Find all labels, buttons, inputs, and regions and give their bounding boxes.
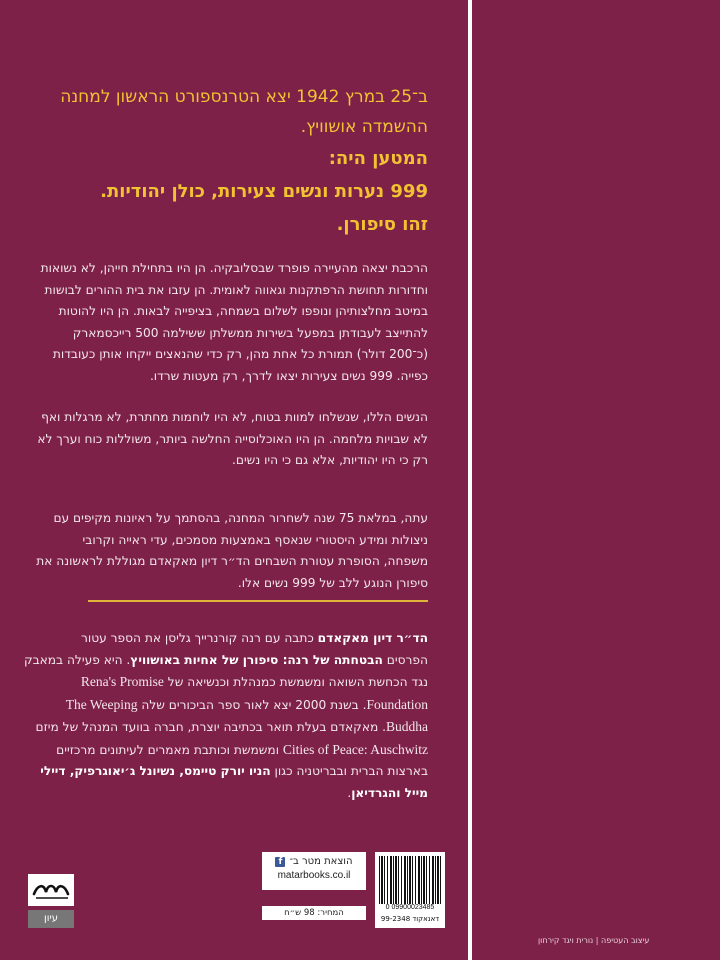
text-line: סיפורן הנוגע ללב של 999 נשים אלו. xyxy=(237,575,428,590)
facebook-icon[interactable]: f xyxy=(275,857,285,867)
price-label: המחיר: 98 ש״ח xyxy=(262,906,366,920)
intro-cargo: המטען היה: xyxy=(328,148,428,169)
newspapers-end: מייל והגרדיאן xyxy=(351,785,428,800)
book-title: הבטחתה של רנה: סיפורן של אחיות באושוויץ xyxy=(130,652,383,667)
front-flap-panel xyxy=(472,0,720,960)
bio-line xyxy=(81,628,428,650)
bio-text: נגד הכחשת השואה ומשמשת כמנהלת וכנשיאה של xyxy=(163,675,428,689)
genre-label: עיון xyxy=(28,910,74,928)
paragraph-departure xyxy=(40,258,428,387)
publisher-name: הוצאת מטר ב־ xyxy=(289,856,353,867)
text-line: משפחה, הסופרת עטורת השבחים הד״ר דיון מאקאדם מגוללת לראשונה את xyxy=(36,554,428,568)
barcode-bars xyxy=(379,856,441,904)
foundation-name: Rena's Promise xyxy=(80,674,164,689)
publisher-box xyxy=(262,852,366,890)
text-line: במיטב מחלצותיהן ונופפו לשלום בשמחה, בציפייה לבאות. הן היו להוטות xyxy=(58,304,428,318)
bio-line xyxy=(35,716,428,739)
bio-line xyxy=(56,739,428,762)
text-line: להתייצב לעבודתן במפעל בשירות ממשלתן ששילמה 500 רייכסמארק xyxy=(72,325,428,340)
bio-line xyxy=(108,783,428,805)
text-line: הרכבת יצאה מהעיירה פופרד שבסלובקיה. הן היו בתחילת חייהן, לא נשואות xyxy=(40,261,428,275)
bio-text: כתבה עם רנה קורנרייך גליסן את הספר עטור xyxy=(81,631,318,645)
bio-text: . היא פעילה במאבק xyxy=(23,652,131,667)
logo-glyph-icon xyxy=(28,874,74,906)
bio-text: הפרסים xyxy=(382,652,428,667)
bio-text: . בשנת 2000 יצא לאור ספר הביכורים שלה xyxy=(137,697,367,712)
text-line: כפייה. 999 נשים צעירות יצאו לדרך, רק מעטות שרדו. xyxy=(149,368,428,383)
bio-text: בארצות הברית ובבריטניה כגון xyxy=(270,764,428,778)
matar-logo-icon xyxy=(28,874,74,906)
bio-text: ומשמשת וכותבת מאמרים לעיתונים מרכזיים xyxy=(56,742,283,757)
text-line: וחדורות תחושת הרפתקנות וגאווה לאומית. הן עזבו את בית ההורים לבושות xyxy=(44,282,428,297)
text-line: (כ־200 דולר) תמורת כל אחת מהן, רק כדי שהנאצים ייקחו אותן כעובדות xyxy=(52,347,428,361)
bio-text: . מאקאדם בעלת תואר בכתיבה יוצרת, חברה בוועד המנהל של מיזם xyxy=(35,720,386,734)
section-divider xyxy=(88,600,428,602)
debut-title: The Weeping xyxy=(65,696,138,712)
debut-title-end: Buddha xyxy=(386,719,428,734)
paragraph-women xyxy=(37,407,428,472)
text-line: ניצולות ומידע היסטורי שנאסף באמצעות מסמכים, עדי ראייה וקרובי xyxy=(82,532,428,547)
bio-line xyxy=(65,694,428,717)
author-name: הד״ר דיון מאקאדם xyxy=(317,631,428,645)
barcode-catalog-code: דאנאקוד 99-2348 xyxy=(380,915,440,923)
publisher-url[interactable]: matarbooks.co.il xyxy=(277,870,351,881)
text-line: הנשים הללו, שנשלחו למוות בטוח, לא היו לוחמות מחתרת, לא מרגלות ואף xyxy=(41,410,428,424)
publisher-line xyxy=(262,856,366,867)
text-line: עתה, במלאת 75 שנה לשחרור המחנה, בהסתמך על ראיונות מקיפים עם xyxy=(53,511,428,525)
barcode-number: 0 09900023485 xyxy=(385,904,435,911)
barcode xyxy=(375,852,445,928)
bio-line xyxy=(80,671,428,694)
intro-block xyxy=(60,82,428,241)
paragraph-now xyxy=(36,508,428,594)
intro-line-2: ההשמדה אושוויץ. xyxy=(300,117,428,137)
intro-story: זהו סיפורן. xyxy=(336,214,428,235)
newspapers: הניו יורק טיימס, נשיונל ג׳יאוגרפיק, דיילי xyxy=(40,764,271,778)
text-line: לא שבויות מלחמה. הן היו האוכלוסייה החלשה ביותר, משוללות כוח וערך לא xyxy=(37,431,428,446)
text-line: רק כי היו יהודיות, אלא גם כי היו נשים. xyxy=(232,453,428,467)
bio-line xyxy=(40,761,428,783)
foundation-suffix: Foundation xyxy=(366,696,428,712)
bio-line xyxy=(23,650,428,672)
project-name: Cities of Peace: Auschwitz xyxy=(282,741,428,757)
author-bio xyxy=(23,628,428,804)
intro-girls: 999 נערות ונשים צעירות, כולן יהודיות. xyxy=(100,181,428,202)
bio-text: . xyxy=(347,785,352,800)
cover-design-credit: עיצוב העטיפה | נורית ויגד קירחון xyxy=(538,936,650,945)
intro-line-1: ב־25 במרץ 1942 יצא הטרנספורט הראשון למחנה xyxy=(60,87,428,107)
